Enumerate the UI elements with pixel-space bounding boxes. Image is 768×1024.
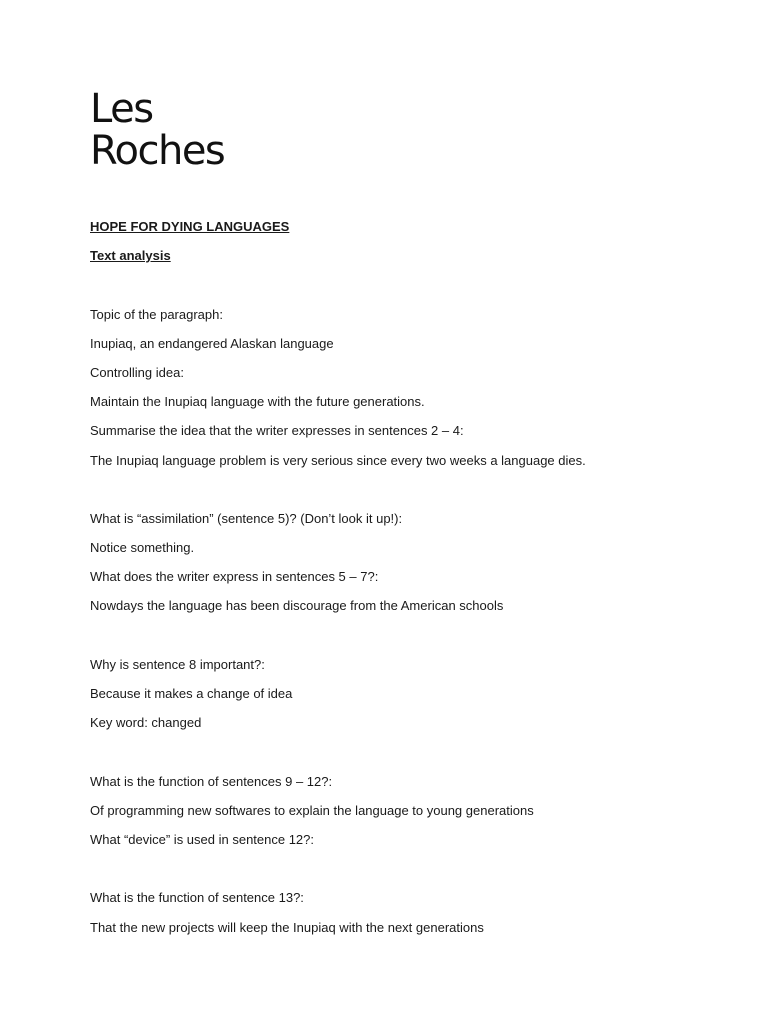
question-topic: Topic of the paragraph: xyxy=(90,306,223,322)
answer-topic: Inupiaq, an endangered Alaskan language xyxy=(90,335,334,351)
les-roches-logo xyxy=(90,88,224,172)
logo-line-2: Roches xyxy=(90,128,225,174)
question-sentence-13: What is the function of sentence 13?: xyxy=(90,890,304,906)
blank-line xyxy=(90,737,710,766)
document-subtitle: Text analysis xyxy=(90,248,171,264)
answer-sentence-13: That the new projects will keep the Inupiaq with the next generations xyxy=(90,919,484,935)
question-device: What “device” is used in sentence 12?: xyxy=(90,831,315,847)
answer-sentences-5-7: Nowdays the language has been discourage from the American schools xyxy=(90,598,504,614)
blank-line xyxy=(90,475,710,504)
spacer xyxy=(90,270,710,299)
question-sentences-2-4: Summarise the idea that the writer expresses in sentences 2 – 4: xyxy=(90,423,464,439)
answer-controlling-idea: Maintain the Inupiaq language with the future generations. xyxy=(90,394,425,410)
document-body xyxy=(90,212,710,942)
answer-sentence-8: Because it makes a change of idea xyxy=(90,686,293,701)
blank-line xyxy=(90,621,710,650)
document-title: HOPE FOR DYING LANGUAGES xyxy=(90,219,290,234)
key-word: Key word: changed xyxy=(90,715,202,731)
question-sentences-9-12: What is the function of sentences 9 – 12?: xyxy=(90,773,333,789)
answer-sentences-2-4: The Inupiaq language problem is very serious since every two weeks a language dies. xyxy=(90,452,586,468)
question-sentences-5-7: What does the writer express in sentences 5 – 7?: xyxy=(90,569,379,585)
blank-line xyxy=(90,854,710,883)
answer-sentences-9-12: Of programming new softwares to explain the language to young generations xyxy=(90,802,534,818)
answer-assimilation: Notice something. xyxy=(90,540,195,556)
logo-line-1: Les xyxy=(90,86,153,132)
question-assimilation: What is “assimilation” (sentence 5)? (Don’t look it up!): xyxy=(90,510,403,526)
question-controlling-idea: Controlling idea: xyxy=(90,364,184,380)
question-sentence-8: Why is sentence 8 important?: xyxy=(90,656,265,672)
